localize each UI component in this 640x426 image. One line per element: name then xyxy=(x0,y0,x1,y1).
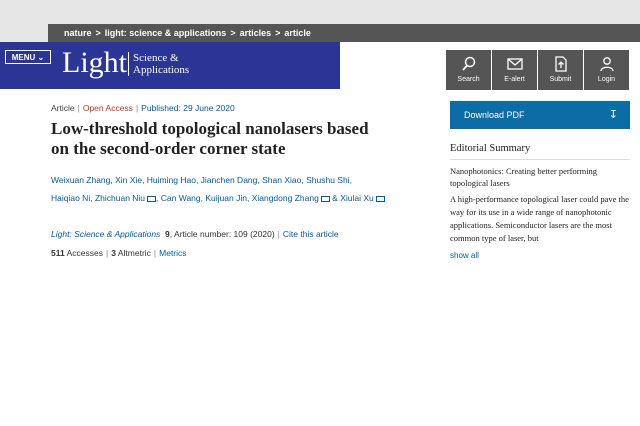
author-link[interactable]: Haiqiao Ni xyxy=(51,193,91,203)
editorial-summary-subtitle: Nanophotonics: Creating better performing topological lasers xyxy=(450,166,598,188)
published-date: Published: 29 June 2020 xyxy=(141,103,235,113)
e-alert-button[interactable] xyxy=(492,50,537,90)
accesses-label: Accesses xyxy=(66,248,103,258)
breadcrumb-item-journal[interactable]: light: science & applications xyxy=(104,28,227,38)
author-list: Weixuan Zhang, Xin Xie, Huiming Hao, Jianchen Dang, Shan Xiao, Shushu Shi, Haiqiao Ni, Zhichuan Niu , Can Wang, Kuijuan Jin, Xiangdong Zhang & Xiulai Xu xyxy=(51,171,391,207)
chevron-right-icon: > xyxy=(95,28,101,38)
editorial-summary-body: A high-performance topological laser could pave the way for its use in a wide range of nanophotonic applications. Semiconductor lasers are the most common type of laser, but xyxy=(450,194,629,243)
download-pdf-button[interactable] xyxy=(450,101,630,129)
author-link[interactable]: Shan Xiao xyxy=(262,175,302,185)
journal-volume: 9 xyxy=(165,229,170,239)
breadcrumb-item-article: article xyxy=(284,28,311,38)
author-link[interactable]: Xin Xie xyxy=(115,175,143,185)
upload-icon xyxy=(553,56,569,72)
metrics-link[interactable]: Metrics xyxy=(159,248,187,258)
author-link[interactable]: Shushu Shi xyxy=(306,175,350,185)
author-link[interactable]: Jianchen Dang xyxy=(200,175,258,185)
article-type: Article xyxy=(51,103,75,113)
article-meta: Article | Open Access | Published: 29 June 2020 xyxy=(51,103,235,113)
accesses-count: 511 xyxy=(51,248,65,258)
author-link[interactable]: Zhichuan Niu xyxy=(94,193,146,203)
breadcrumb-item-nature[interactable]: nature xyxy=(64,28,92,38)
journal-logo[interactable]: Light xyxy=(62,46,127,79)
divider xyxy=(450,159,630,160)
author-link[interactable]: Weixuan Zhang xyxy=(51,175,111,185)
chevron-right-icon: > xyxy=(275,28,281,38)
breadcrumb-item-articles[interactable]: articles xyxy=(239,28,272,38)
journal-logo-subtitle: Science & Applications xyxy=(128,52,189,76)
article-number: , Article number: 109 (2020) xyxy=(169,229,275,239)
submit-button[interactable] xyxy=(538,50,583,90)
breadcrumb xyxy=(48,24,640,42)
chevron-right-icon: > xyxy=(230,28,236,38)
search-button[interactable] xyxy=(446,50,491,90)
open-access-badge[interactable]: Open Access xyxy=(82,103,133,113)
mail-icon[interactable] xyxy=(147,196,156,202)
download-pdf-label: Download PDF xyxy=(464,110,525,120)
author-link[interactable]: Kuijuan Jin xyxy=(205,193,247,203)
user-icon xyxy=(599,56,615,72)
download-icon: ↧ xyxy=(608,109,618,121)
editorial-summary-heading: Editorial Summary xyxy=(450,143,531,154)
mail-icon[interactable] xyxy=(321,196,330,202)
login-button[interactable] xyxy=(584,50,629,90)
author-link[interactable]: Xiangdong Zhang xyxy=(251,193,319,203)
cite-article-link[interactable]: Cite this article xyxy=(282,229,339,239)
mail-icon[interactable] xyxy=(376,196,385,202)
altmetric-label: Altmetric xyxy=(117,248,151,258)
author-link[interactable]: Xiulai Xu xyxy=(340,193,374,203)
journal-citation: Light: Science & Applications 9, Article number: 109 (2020) | Cite this article xyxy=(51,229,339,239)
article-title: Low-threshold topological nanolasers based on the second-order corner state xyxy=(51,119,369,158)
journal-banner xyxy=(0,42,340,89)
search-label: Search xyxy=(457,76,480,83)
chevron-down-icon: ⌄ xyxy=(37,53,45,62)
author-link[interactable]: Can Wang xyxy=(160,193,201,203)
e-alert-label: E-alert xyxy=(504,76,525,83)
mail-icon xyxy=(507,56,523,72)
search-icon xyxy=(461,56,477,72)
show-all-link[interactable]: show all xyxy=(450,251,479,260)
journal-name[interactable]: Light: Science & Applications xyxy=(51,229,161,239)
login-label: Login xyxy=(597,76,616,83)
article-metrics: 511 Accesses | 3 Altmetric | Metrics xyxy=(51,248,187,258)
author-link[interactable]: Huiming Hao xyxy=(146,175,196,185)
submit-label: Submit xyxy=(549,76,572,83)
altmetric-count: 3 xyxy=(111,248,116,258)
menu-button[interactable]: MENU ⌄ xyxy=(5,50,51,64)
